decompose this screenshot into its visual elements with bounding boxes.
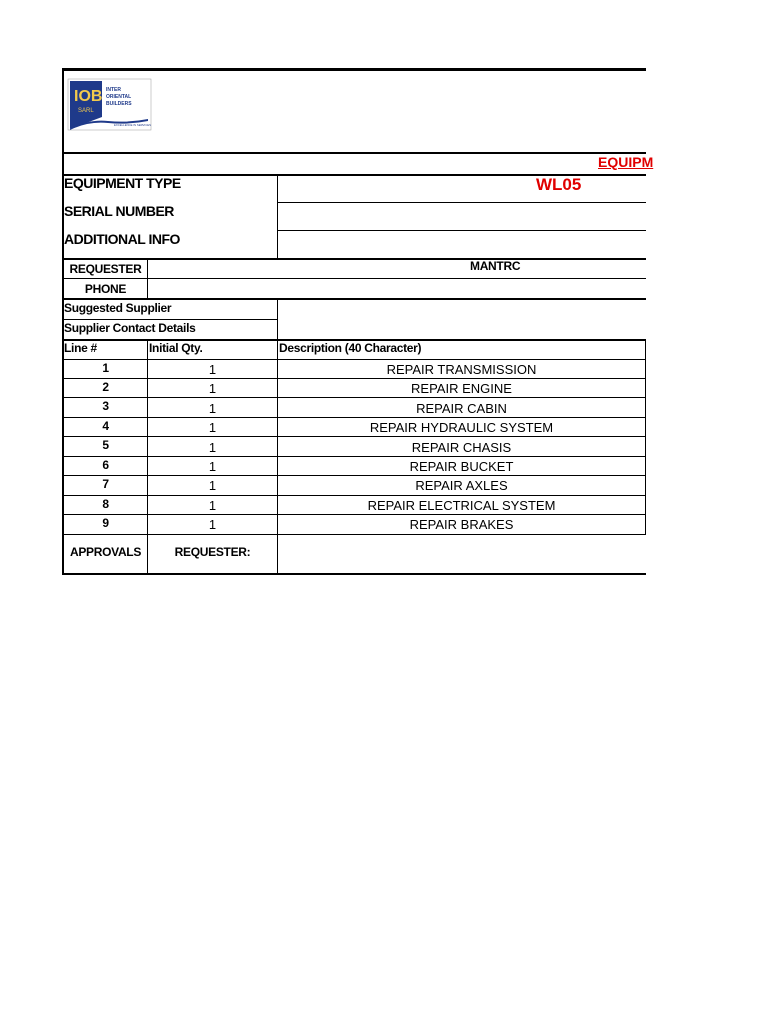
divider bbox=[63, 152, 646, 154]
row-divider bbox=[63, 475, 646, 476]
row-divider bbox=[63, 397, 646, 398]
row-qty: 1 bbox=[208, 401, 217, 416]
row-description: REPAIR ENGINE bbox=[411, 381, 512, 396]
supplier-contact-label: Supplier Contact Details bbox=[64, 321, 196, 335]
divider bbox=[277, 202, 646, 203]
row-qty: 1 bbox=[208, 440, 217, 455]
divider bbox=[147, 259, 148, 299]
divider bbox=[277, 299, 278, 341]
divider bbox=[63, 258, 646, 260]
col-header-line: Line # bbox=[64, 341, 97, 355]
row-qty: 1 bbox=[208, 478, 217, 493]
divider bbox=[63, 278, 646, 279]
row-description: REPAIR HYDRAULIC SYSTEM bbox=[369, 420, 554, 435]
row-line: 6 bbox=[102, 458, 109, 472]
svg-text:INTER: INTER bbox=[106, 87, 121, 93]
row-description: REPAIR BUCKET bbox=[409, 459, 514, 474]
logo-mark: IOB bbox=[74, 88, 103, 105]
row-line: 5 bbox=[102, 438, 109, 452]
row-line: 3 bbox=[102, 399, 109, 413]
divider bbox=[645, 339, 646, 535]
row-description: REPAIR TRANSMISSION bbox=[386, 362, 537, 377]
svg-text:BUILDERS: BUILDERS bbox=[106, 101, 132, 107]
iob-logo-icon bbox=[68, 79, 151, 130]
bottom-border bbox=[63, 573, 646, 575]
col-header-description: Description (40 Character) bbox=[279, 341, 422, 355]
divider bbox=[277, 174, 278, 259]
row-description: REPAIR CABIN bbox=[416, 401, 507, 416]
logo-sub: SARL bbox=[78, 108, 94, 114]
row-divider bbox=[63, 417, 646, 418]
form-title: EQUIPM bbox=[598, 154, 654, 170]
approvals-label: APPROVALS bbox=[69, 545, 142, 559]
row-qty: 1 bbox=[208, 420, 217, 435]
row-line: 4 bbox=[102, 419, 109, 433]
row-line: 7 bbox=[102, 477, 109, 491]
top-border bbox=[63, 68, 646, 71]
approvals-requester-label: REQUESTER: bbox=[174, 545, 251, 559]
divider bbox=[63, 319, 278, 320]
divider bbox=[277, 230, 646, 231]
divider bbox=[63, 298, 646, 300]
row-qty: 1 bbox=[208, 381, 217, 396]
row-description: REPAIR AXLES bbox=[415, 478, 508, 493]
divider bbox=[63, 359, 646, 360]
row-line: 8 bbox=[102, 497, 109, 511]
equipment-type-label: EQUIPMENT TYPE bbox=[64, 175, 181, 191]
row-divider bbox=[63, 495, 646, 496]
row-description: REPAIR CHASIS bbox=[411, 440, 512, 455]
row-divider bbox=[63, 514, 646, 515]
serial-number-label: SERIAL NUMBER bbox=[64, 203, 174, 219]
suggested-supplier-label: Suggested Supplier bbox=[64, 301, 172, 315]
row-divider bbox=[63, 456, 646, 457]
requester-value[interactable]: MANTRC bbox=[470, 259, 521, 273]
requester-label: REQUESTER bbox=[69, 262, 142, 276]
row-line: 1 bbox=[102, 361, 109, 375]
row-qty: 1 bbox=[208, 459, 217, 474]
row-qty: 1 bbox=[208, 498, 217, 513]
company-logo bbox=[68, 79, 151, 130]
row-divider bbox=[63, 436, 646, 437]
col-header-qty: Initial Qty. bbox=[149, 341, 203, 355]
svg-text:ORIENTAL: ORIENTAL bbox=[106, 94, 132, 100]
additional-info-label: ADDITIONAL INFO bbox=[64, 231, 180, 247]
row-line: 2 bbox=[102, 380, 109, 394]
row-divider bbox=[63, 534, 646, 535]
row-qty: 1 bbox=[208, 517, 217, 532]
row-line: 9 bbox=[102, 516, 109, 530]
row-description: REPAIR BRAKES bbox=[409, 517, 514, 532]
row-qty: 1 bbox=[208, 362, 217, 377]
row-description: REPAIR ELECTRICAL SYSTEM bbox=[367, 498, 556, 513]
phone-label: PHONE bbox=[84, 282, 127, 296]
row-divider bbox=[63, 378, 646, 379]
equipment-type-value[interactable]: WL05 bbox=[536, 175, 582, 194]
svg-text:EXCELLENCE IN SERVICES: EXCELLENCE IN SERVICES bbox=[114, 123, 151, 127]
